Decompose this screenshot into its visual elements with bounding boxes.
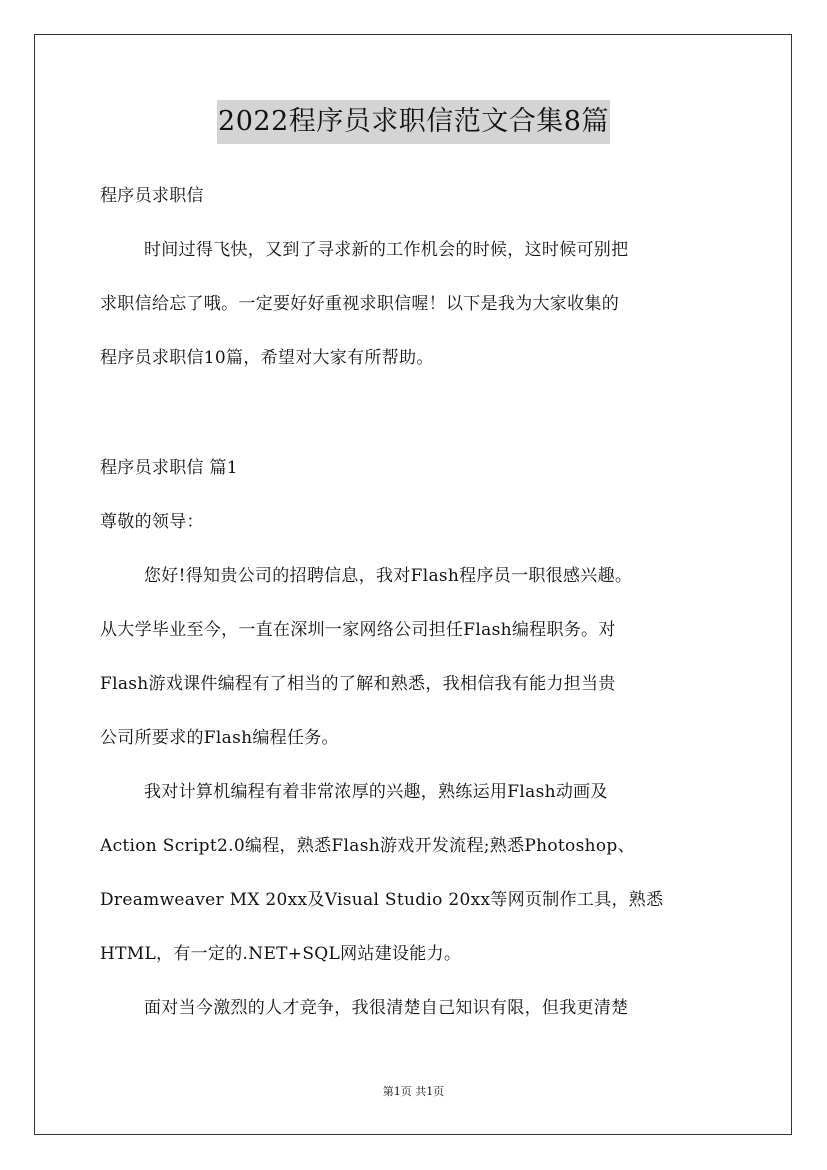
paragraph-line: Dreamweaver MX 20xx及Visual Studio 20xx等网页制作工具，熟悉: [100, 890, 664, 910]
paragraph-line: 面对当今激烈的人才竞争，我很清楚自己知识有限，但我更清楚: [144, 998, 629, 1018]
document-title: 2022程序员求职信范文合集8篇: [217, 100, 610, 144]
salutation: 尊敬的领导：: [100, 512, 204, 532]
paragraph-line: Flash游戏课件编程有了相当的了解和熟悉，我相信我有能力担当贵: [100, 674, 616, 694]
paragraph-line: 我对计算机编程有着非常浓厚的兴趣，熟练运用Flash动画及: [144, 782, 608, 802]
paragraph-line: Action Script2.0编程，熟悉Flash游戏开发流程;熟悉Photoshop、: [100, 836, 635, 856]
paragraph-line: 求职信给忘了哦。一定要好好重视求职信喔！以下是我为大家收集的: [100, 294, 619, 314]
paragraph-line: HTML，有一定的.NET+SQL网站建设能力。: [100, 944, 462, 964]
paragraph-line: 程序员求职信10篇，希望对大家有所帮助。: [100, 348, 434, 368]
section-heading: 程序员求职信: [100, 186, 204, 206]
paragraph-line: 公司所要求的Flash编程任务。: [100, 728, 339, 748]
page-footer: 第1页 共1页: [382, 1085, 445, 1098]
document-title-container: [0, 100, 827, 144]
paragraph-line: 您好!得知贵公司的招聘信息，我对Flash程序员一职很感兴趣。: [144, 566, 633, 586]
section-heading: 程序员求职信 篇1: [100, 458, 238, 478]
paragraph-line: 从大学毕业至今，一直在深圳一家网络公司担任Flash编程职务。对: [100, 620, 616, 640]
paragraph-line: 时间过得飞快，又到了寻求新的工作机会的时候，这时候可别把: [144, 240, 629, 260]
